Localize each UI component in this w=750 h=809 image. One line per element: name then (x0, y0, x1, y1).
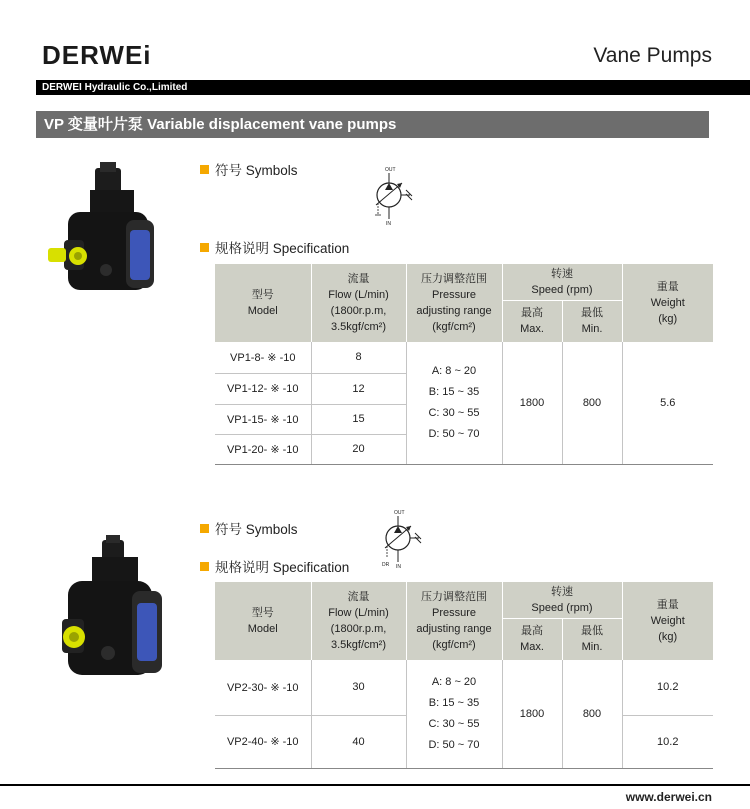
pressure-range-cell: A: 8 ~ 20 B: 15 ~ 35 C: 30 ~ 55 D: 50 ~ 70 (406, 660, 502, 768)
vp2-hydraulic-symbol (376, 508, 426, 572)
bullet-square (200, 243, 209, 252)
symbols-label-1: 符号 Symbols (200, 159, 298, 179)
bullet-square (200, 562, 209, 571)
flow-cell: 40 (311, 715, 406, 768)
flow-header: 流量 Flow (L/min) (1800r.p.m, 3.5kgf/cm²) (311, 582, 406, 660)
symbol-out-label: OUT (385, 167, 396, 173)
company-bar (36, 80, 750, 95)
speed-min-cell: 800 (562, 342, 622, 464)
pressure-header: 压力调整范围 Pressure adjusting range (kgf/cm²) (406, 582, 502, 660)
weight-cell: 10.2 (622, 660, 713, 715)
company-name: DERWEI Hydraulic Co.,Limited (42, 82, 188, 93)
spec-label-2: 规格说明 Specification (200, 556, 349, 576)
model-header: 型号 Model (215, 582, 311, 660)
website-url: www.derwei.cn (625, 790, 712, 804)
flow-cell: 8 (311, 342, 406, 373)
symbol-in-label: IN (386, 221, 391, 227)
weight-header: 重量 Weight (kg) (622, 264, 713, 342)
section-header (36, 111, 709, 138)
weight-cell: 5.6 (622, 342, 713, 464)
speed-max-cell: 1800 (502, 660, 562, 768)
speed-max-header: 最高 Max. (502, 618, 562, 660)
model-cell: VP2-30- ※ -10 (215, 660, 311, 715)
model-cell: VP1-20- ※ -10 (215, 434, 311, 464)
spec-label-1: 规格说明 Specification (200, 237, 349, 257)
bullet-square (200, 165, 209, 174)
vp1-hydraulic-symbol (362, 163, 422, 233)
pressure-range-cell: A: 8 ~ 20 B: 15 ~ 35 C: 30 ~ 55 D: 50 ~ 70 (406, 342, 502, 464)
speed-min-header: 最低 Min. (562, 618, 622, 660)
symbol-in-label: IN (396, 564, 401, 570)
model-cell: VP1-8- ※ -10 (215, 342, 311, 373)
flow-cell: 20 (311, 434, 406, 464)
flow-cell: 30 (311, 660, 406, 715)
vp2-pump-image (44, 535, 169, 685)
speed-header: 转速 Speed (rpm) (502, 264, 622, 300)
flow-cell: 15 (311, 404, 406, 434)
symbol-out-label: OUT (394, 510, 405, 516)
footer-rule (0, 784, 750, 786)
bullet-square (200, 524, 209, 533)
model-cell: VP1-15- ※ -10 (215, 404, 311, 434)
table-row (215, 342, 713, 373)
model-header: 型号 Model (215, 264, 311, 342)
speed-header: 转速 Speed (rpm) (502, 582, 622, 618)
section-title: VP 变量叶片泵 Variable displacement vane pumps (44, 116, 397, 133)
speed-min-header: 最低 Min. (562, 300, 622, 342)
vp1-pump-image (40, 160, 165, 305)
flow-header: 流量 Flow (L/min) (1800r.p.m, 3.5kgf/cm²) (311, 264, 406, 342)
symbol-dr-label: DR (382, 562, 390, 568)
speed-min-cell: 800 (562, 660, 622, 768)
model-cell: VP2-40- ※ -10 (215, 715, 311, 768)
flow-cell: 12 (311, 373, 406, 404)
page-title: Vane Pumps (593, 44, 712, 67)
table-row (215, 660, 713, 715)
speed-max-cell: 1800 (502, 342, 562, 464)
vp1-spec-table (215, 264, 713, 465)
pressure-header: 压力调整范围 Pressure adjusting range (kgf/cm²) (406, 264, 502, 342)
symbols-label-2: 符号 Symbols (200, 518, 298, 538)
weight-cell: 10.2 (622, 715, 713, 768)
model-cell: VP1-12- ※ -10 (215, 373, 311, 404)
brand-logo: DERWEi (42, 40, 152, 70)
weight-header: 重量 Weight (kg) (622, 582, 713, 660)
vp2-spec-table (215, 582, 713, 769)
speed-max-header: 最高 Max. (502, 300, 562, 342)
